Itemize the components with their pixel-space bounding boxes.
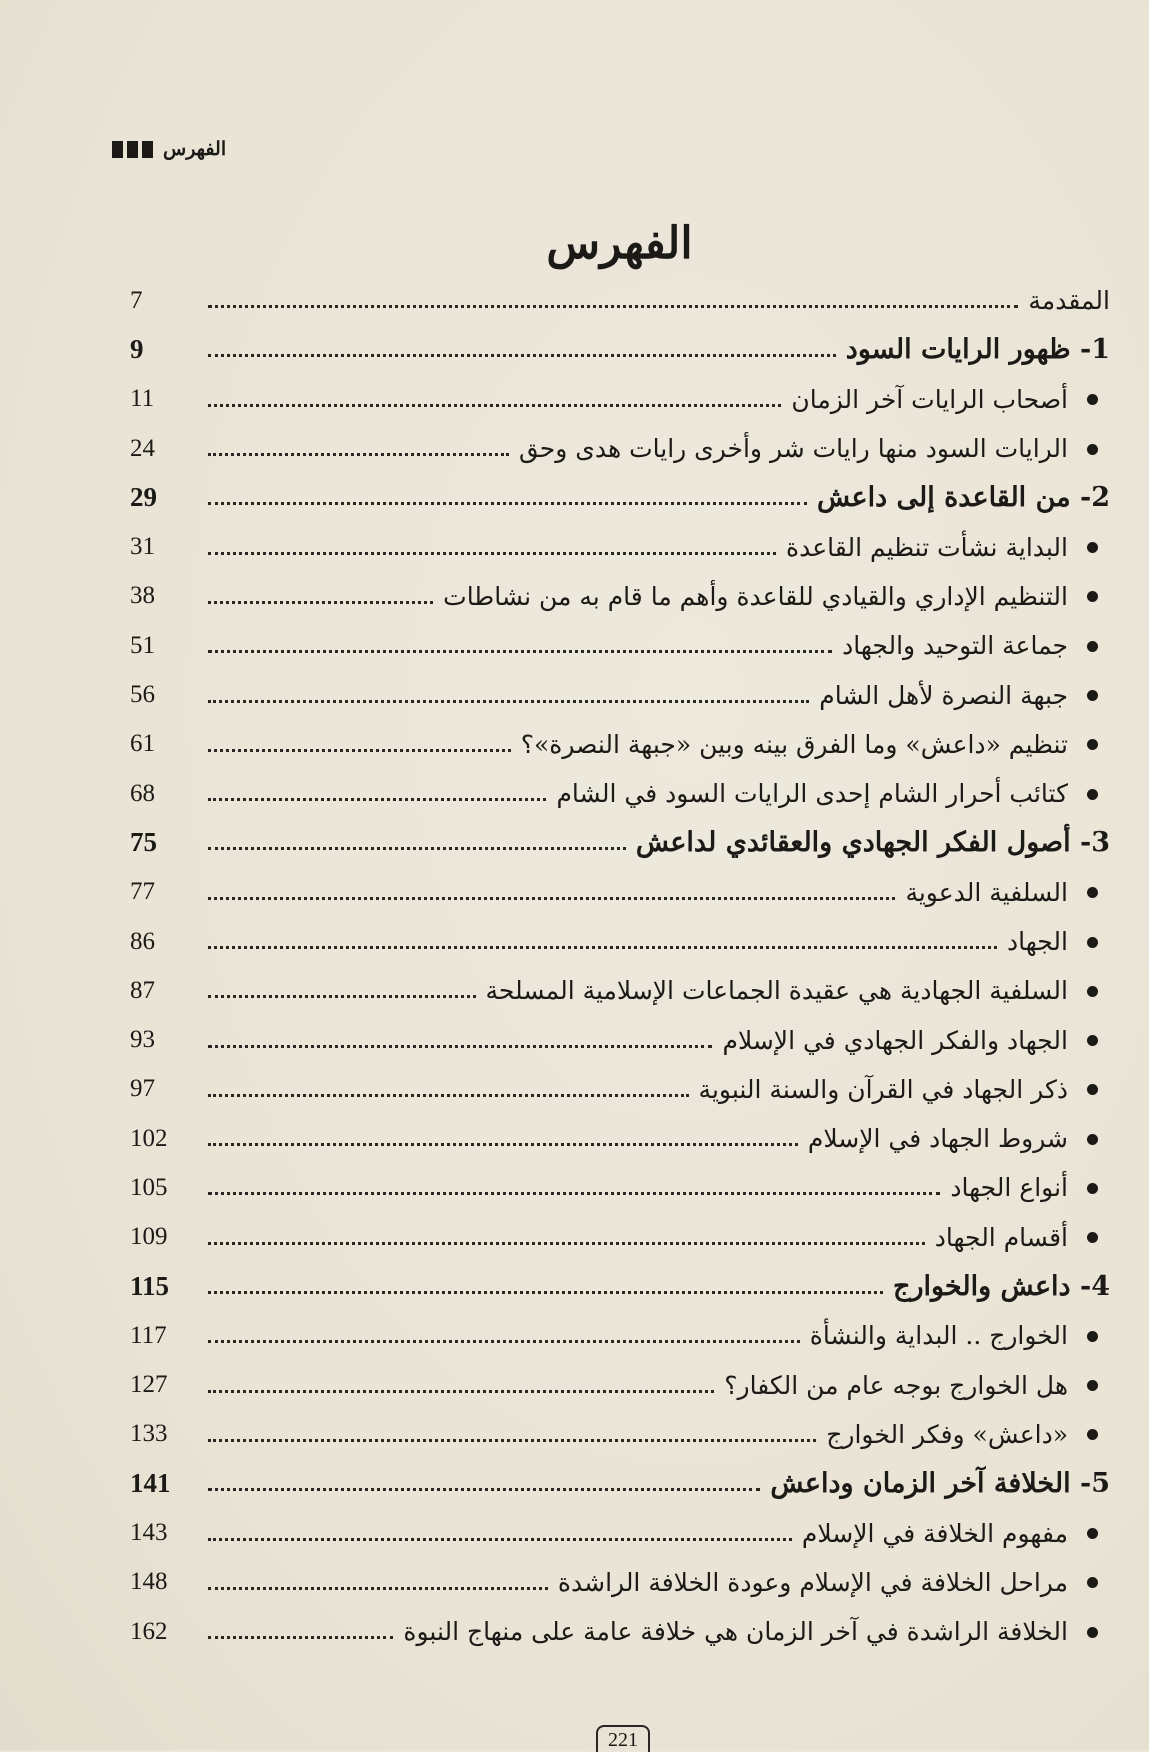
toc-entry-bullet <box>130 1065 1110 1114</box>
dot-leader <box>208 1192 940 1195</box>
dot-leader <box>208 1587 548 1590</box>
toc-entry-bullet <box>130 621 1110 670</box>
toc-entry-title: التنظيم الإداري والقيادي للقاعدة وأهم ما قام به من نشاطات <box>443 582 1110 611</box>
toc-entry-title: الخوارج .. البداية والنشأة <box>810 1321 1110 1350</box>
table-of-contents <box>130 276 1110 1656</box>
toc-entry-bullet <box>130 1558 1110 1607</box>
dot-leader <box>208 453 509 456</box>
toc-entry-bullet <box>130 375 1110 424</box>
toc-entry-bullet <box>130 966 1110 1015</box>
toc-entry-title: الجهاد <box>1007 927 1110 956</box>
dot-leader <box>208 502 807 505</box>
toc-entry-chapter <box>130 325 1110 374</box>
dot-leader <box>208 946 997 949</box>
dot-leader <box>208 305 1018 308</box>
toc-entry-title: 5- الخلافة آخر الزمان وداعش <box>770 1468 1110 1500</box>
toc-entry-title: مفهوم الخلافة في الإسلام <box>802 1519 1110 1548</box>
dot-leader <box>208 354 836 357</box>
toc-entry-page: 7 <box>130 286 143 314</box>
toc-entry-page: 11 <box>130 385 155 413</box>
toc-entry-bullet <box>130 1015 1110 1064</box>
toc-entry-page: 102 <box>130 1124 168 1152</box>
toc-entry-page: 133 <box>130 1420 168 1448</box>
toc-entry-bullet <box>130 670 1110 719</box>
toc-entry-title: أنواع الجهاد <box>950 1173 1110 1202</box>
toc-entry-bullet <box>130 1607 1110 1656</box>
toc-entry-title: البداية نشأت تنظيم القاعدة <box>786 533 1110 562</box>
toc-entry-title: المقدمة <box>1028 286 1110 316</box>
toc-entry-page: 9 <box>130 334 144 365</box>
dot-leader <box>208 404 781 407</box>
running-head <box>112 138 226 160</box>
dot-leader <box>208 1538 792 1541</box>
toc-entry-title: هل الخوارج بوجه عام من الكفار؟ <box>724 1371 1110 1400</box>
toc-entry-chapter <box>130 1459 1110 1508</box>
toc-entry-page: 29 <box>130 482 157 513</box>
dot-leader <box>208 798 546 801</box>
toc-entry-page: 143 <box>130 1519 168 1547</box>
toc-entry-page: 105 <box>130 1173 168 1201</box>
toc-entry-title: مراحل الخلافة في الإسلام وعودة الخلافة الراشدة <box>558 1568 1110 1597</box>
toc-entry-page: 31 <box>130 533 155 561</box>
toc-entry-title: 3- أصول الفكر الجهادي والعقائدي لداعش <box>635 827 1110 859</box>
toc-entry-page: 97 <box>130 1075 155 1103</box>
dot-leader <box>208 995 476 998</box>
dot-leader <box>208 1340 800 1343</box>
toc-entry-title: كتائب أحرار الشام إحدى الرايات السود في الشام <box>556 779 1110 808</box>
toc-entry-page: 77 <box>130 878 155 906</box>
toc-entry-bullet <box>130 522 1110 571</box>
dot-leader <box>208 601 433 604</box>
dot-leader <box>208 650 832 653</box>
running-head-title: الفهرس <box>163 138 227 160</box>
dot-leader <box>208 1242 925 1245</box>
toc-entry-page: 61 <box>130 730 155 758</box>
toc-entry-title: 1- ظهور الرايات السود <box>845 334 1110 366</box>
toc-entry-bullet <box>130 1213 1110 1262</box>
page-title: الفهرس <box>546 218 693 269</box>
running-head-blocks <box>112 141 153 158</box>
toc-entry-chapter <box>130 473 1110 522</box>
dot-leader <box>208 1143 798 1146</box>
toc-entry-page: 86 <box>130 927 155 955</box>
toc-entry-page: 148 <box>130 1568 168 1596</box>
dot-leader <box>208 1636 393 1639</box>
toc-entry-page: 24 <box>130 434 155 462</box>
toc-entry-page: 109 <box>130 1223 168 1251</box>
page-number: 221 <box>596 1725 650 1752</box>
toc-entry-title: 2- من القاعدة إلى داعش <box>817 482 1110 514</box>
toc-entry-chapter <box>130 818 1110 867</box>
toc-entry-page: 87 <box>130 976 155 1004</box>
dot-leader <box>208 700 809 703</box>
toc-entry-title: السلفية الجهادية هي عقيدة الجماعات الإسلامية المسلحة <box>486 976 1110 1005</box>
toc-entry-bullet <box>130 1114 1110 1163</box>
toc-entry-page: 68 <box>130 779 155 807</box>
toc-entry-page: 38 <box>130 582 155 610</box>
toc-entry-bullet <box>130 1361 1110 1410</box>
dot-leader <box>208 1488 760 1491</box>
toc-entry-title: أصحاب الرايات آخر الزمان <box>791 385 1110 414</box>
toc-entry-bullet <box>130 720 1110 769</box>
dot-leader <box>208 1439 816 1442</box>
toc-entry-page: 93 <box>130 1026 155 1054</box>
toc-entry-bullet <box>130 1410 1110 1459</box>
dot-leader <box>208 749 511 752</box>
toc-entry-title: ذكر الجهاد في القرآن والسنة النبوية <box>699 1075 1110 1104</box>
toc-entry-bullet <box>130 572 1110 621</box>
dot-leader <box>208 847 626 850</box>
toc-entry-title: الجهاد والفكر الجهادي في الإسلام <box>722 1026 1110 1055</box>
dot-leader <box>208 1291 883 1294</box>
toc-entry-bullet <box>130 1508 1110 1557</box>
toc-entry-title: جماعة التوحيد والجهاد <box>842 631 1110 660</box>
dot-leader <box>208 1390 714 1393</box>
toc-entry-page: 162 <box>130 1617 168 1645</box>
toc-entry-page: 117 <box>130 1321 167 1349</box>
toc-entry-page: 115 <box>130 1271 170 1302</box>
toc-entry-bullet <box>130 868 1110 917</box>
toc-entry-page: 127 <box>130 1371 168 1399</box>
toc-entry-page: 51 <box>130 631 155 659</box>
toc-entry-title: أقسام الجهاد <box>935 1223 1110 1252</box>
dot-leader <box>208 1045 712 1048</box>
dot-leader <box>208 897 895 900</box>
toc-entry-bullet <box>130 424 1110 473</box>
toc-entry-page: 75 <box>130 827 157 858</box>
toc-entry-bullet <box>130 917 1110 966</box>
dot-leader <box>208 1094 689 1097</box>
toc-entry-title: الرايات السود منها رايات شر وأخرى رايات هدى وحق <box>519 434 1110 463</box>
toc-entry-title: تنظيم «داعش» وما الفرق بينه وبين «جبهة النصرة»؟ <box>521 730 1110 759</box>
toc-entry-title: «داعش» وفكر الخوارج <box>826 1420 1110 1449</box>
toc-entry-chapter <box>130 1262 1110 1311</box>
dot-leader <box>208 552 776 555</box>
toc-entry-bullet <box>130 1311 1110 1360</box>
toc-entry-bullet <box>130 769 1110 818</box>
toc-entry-title: شروط الجهاد في الإسلام <box>808 1124 1110 1153</box>
toc-entry-page: 141 <box>130 1468 171 1499</box>
toc-entry-title: الخلافة الراشدة في آخر الزمان هي خلافة عامة على منهاج النبوة <box>403 1617 1110 1646</box>
toc-entry-title: السلفية الدعوية <box>905 878 1110 907</box>
toc-entry-bullet <box>130 1163 1110 1212</box>
toc-entry-title: جبهة النصرة لأهل الشام <box>819 681 1110 710</box>
toc-entry-title: 4- داعش والخوارج <box>893 1271 1110 1303</box>
toc-entry-plain <box>130 276 1110 325</box>
toc-entry-page: 56 <box>130 681 155 709</box>
